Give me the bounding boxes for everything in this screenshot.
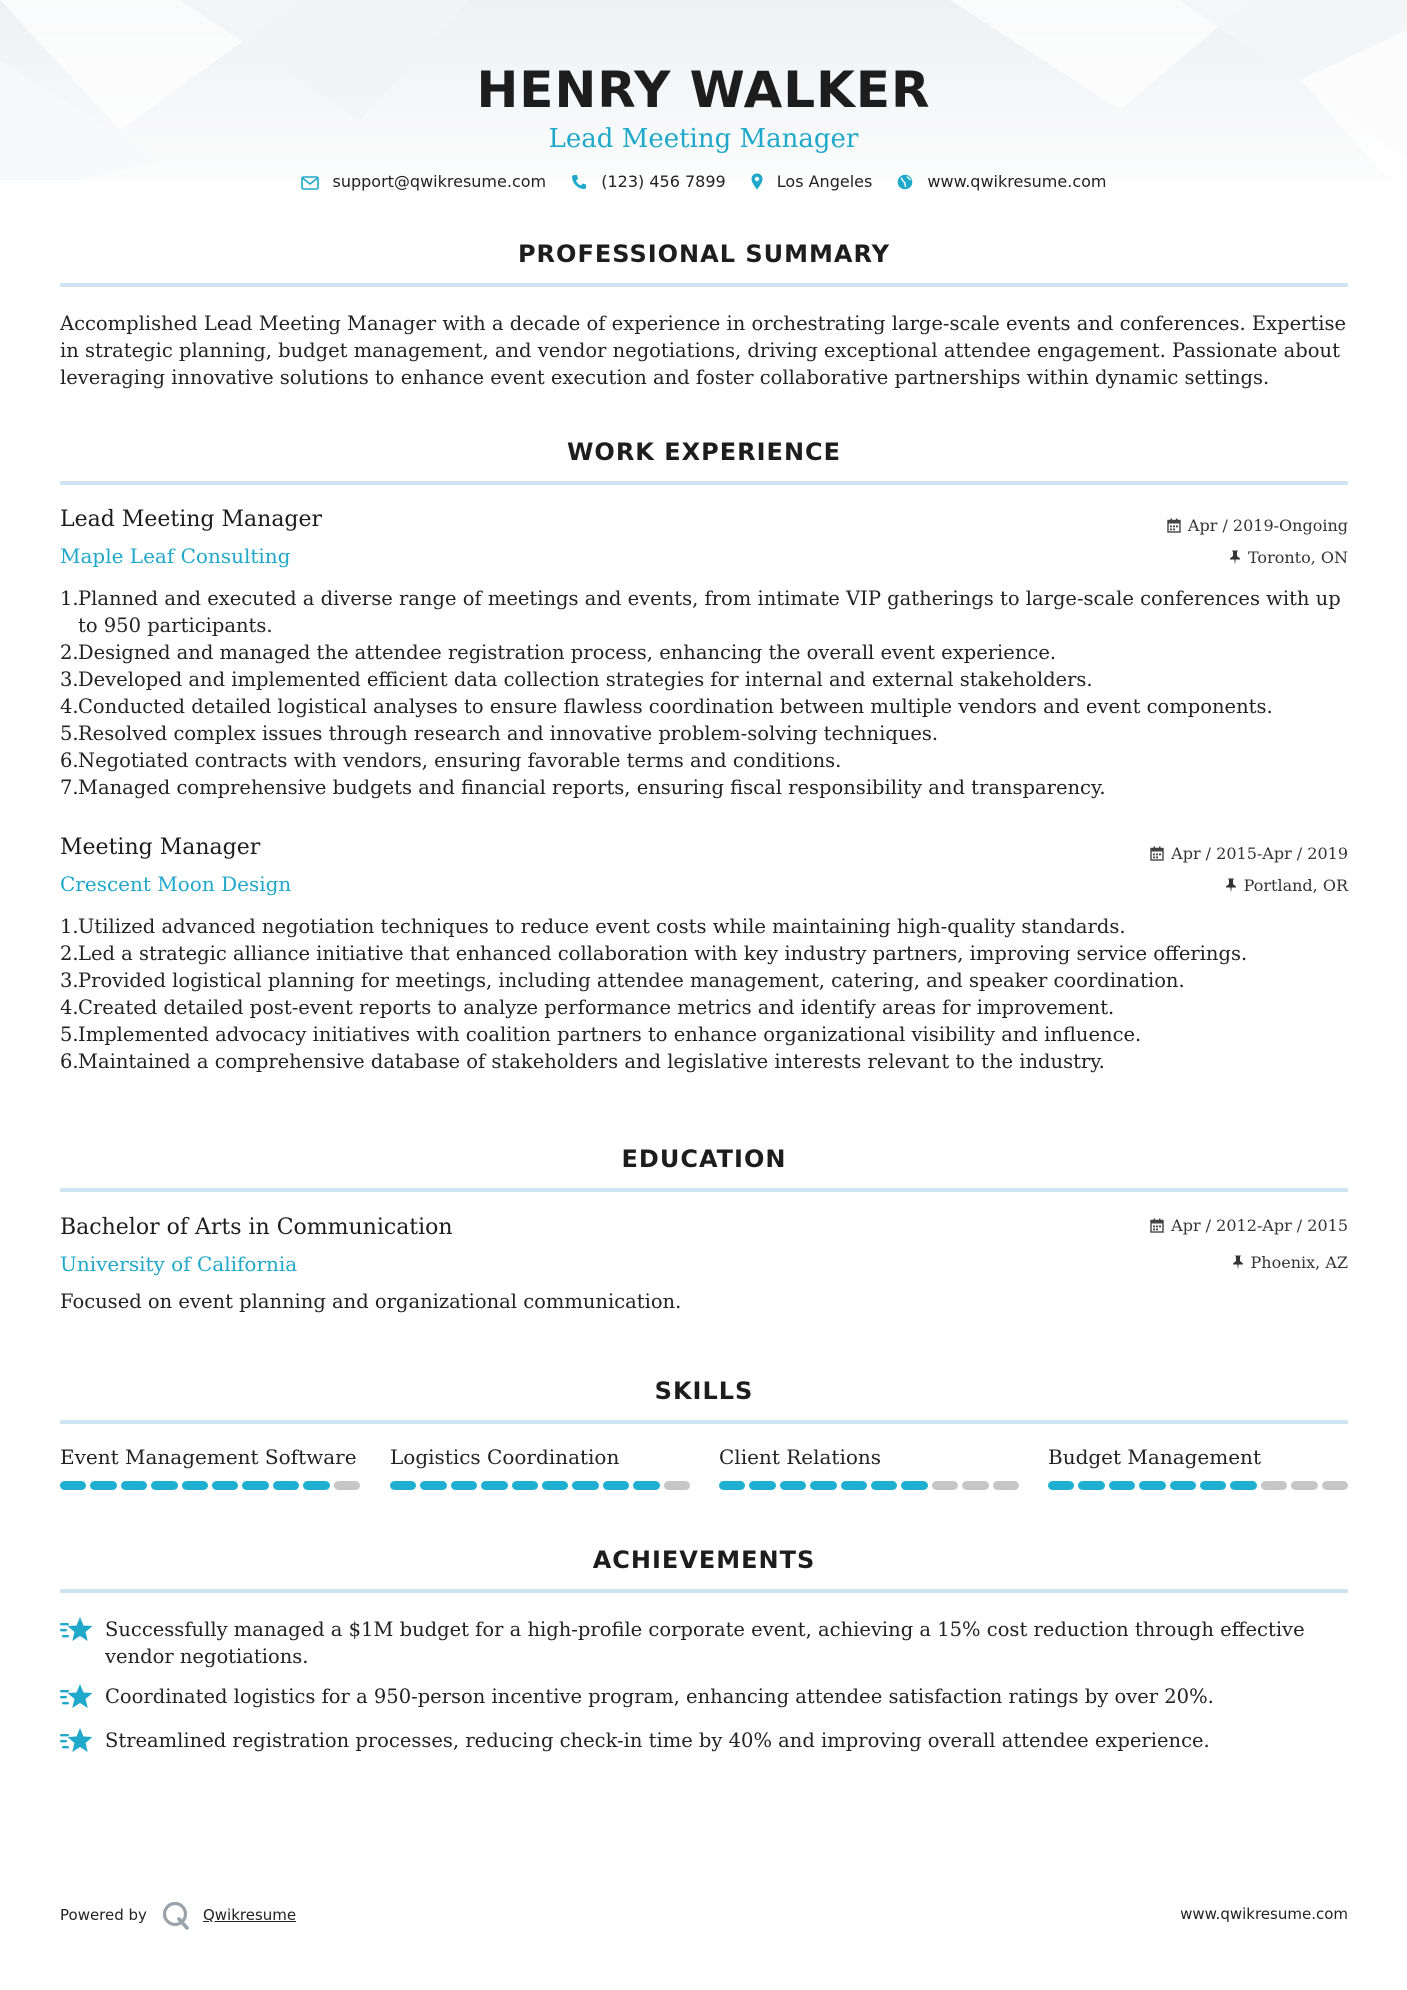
skill-segment-filled — [90, 1481, 116, 1490]
skills-divider — [60, 1420, 1348, 1424]
skill-name: Event Management Software — [60, 1445, 357, 1469]
list-item: 2. Designed and managed the attendee registration process, enhancing the overall event experience. — [60, 641, 1057, 664]
skill-segment-empty — [1291, 1481, 1317, 1490]
list-item: 4. Created detailed post-event reports to analyze performance metrics and identify areas for improvement. — [60, 996, 1115, 1019]
calendar-icon — [1150, 1218, 1164, 1233]
skill-segment-filled — [1230, 1481, 1256, 1490]
education-location — [1232, 1253, 1348, 1272]
star-award-icon — [60, 1616, 94, 1646]
summary-text: Accomplished Lead Meeting Manager with a decade of experience in orchestrating large-scale events and conferences. Expertise in strategic planning, budget management, and vendor negotiations, driving exceptional attendee engagement. Passionate about leveraging innovative solutions to enhance event execution and foster collaborative partnerships within dynamic settings. — [60, 312, 1347, 389]
list-item: 5. Implemented advocacy initiatives with coalition partners to enhance organizational visibility and influence. — [60, 1023, 1142, 1046]
job-location-text: Portland, OR — [1243, 876, 1348, 895]
skill-item — [719, 1445, 1019, 1490]
contact-bar — [0, 172, 1407, 191]
degree-title: Bachelor of Arts in Communication — [60, 1215, 453, 1240]
candidate-role: Lead Meeting Manager — [548, 124, 859, 154]
skill-segment-filled — [182, 1481, 208, 1490]
skill-segment-filled — [572, 1481, 598, 1490]
skill-segment-filled — [1139, 1481, 1165, 1490]
skill-segment-filled — [1170, 1481, 1196, 1490]
skill-segment-empty — [993, 1481, 1019, 1490]
resume-header — [0, 60, 1407, 156]
achievement-text: Coordinated logistics for a 950-person incentive program, enhancing attendee satisfaction ratings by over 20%. — [105, 1685, 1214, 1708]
skill-segment-filled — [273, 1481, 299, 1490]
education-location-text: Phoenix, AZ — [1250, 1253, 1348, 1272]
achievement-item — [60, 1616, 1350, 1670]
skill-segment-empty — [664, 1481, 690, 1490]
skill-segment-filled — [151, 1481, 177, 1490]
skill-segment-empty — [334, 1481, 360, 1490]
contact-website-text: www.qwikresume.com — [927, 172, 1107, 191]
experience-heading: WORK EXPERIENCE — [566, 438, 842, 466]
pushpin-icon — [1229, 550, 1241, 565]
achievement-item — [60, 1683, 1350, 1710]
skill-segment-filled — [1048, 1481, 1074, 1490]
candidate-name: HENRY WALKER — [476, 61, 931, 119]
skill-segment-filled — [719, 1481, 745, 1490]
skill-level-bar — [390, 1481, 690, 1490]
footer-powered-by — [60, 1900, 296, 1930]
phone-icon — [571, 174, 587, 190]
globe-icon — [897, 174, 913, 190]
summary-divider — [60, 283, 1348, 287]
achievements-divider — [60, 1589, 1348, 1593]
skill-segment-filled — [512, 1481, 538, 1490]
list-item: 6. Negotiated contracts with vendors, ensuring favorable terms and conditions. — [60, 749, 842, 772]
education-dates — [1150, 1216, 1348, 1235]
achievements-heading: ACHIEVEMENTS — [592, 1546, 816, 1574]
job-dates — [1150, 844, 1348, 863]
footer-website-link[interactable]: www.qwikresume.com — [1180, 1905, 1348, 1923]
skill-segment-filled — [780, 1481, 806, 1490]
achievement-text: Successfully managed a $1M budget for a high-profile corporate event, achieving a 15% cost reduction through effective vendor negotiations. — [105, 1618, 1305, 1668]
summary-heading: PROFESSIONAL SUMMARY — [517, 240, 891, 268]
skill-segment-filled — [633, 1481, 659, 1490]
job-title: Lead Meeting Manager — [60, 507, 323, 532]
skill-segment-empty — [1322, 1481, 1348, 1490]
skill-name: Client Relations — [719, 1445, 882, 1469]
skill-level-bar — [719, 1481, 1019, 1490]
job-location — [1229, 548, 1348, 567]
pushpin-icon — [1225, 878, 1237, 893]
skill-segment-filled — [603, 1481, 629, 1490]
list-item: 2. Led a strategic alliance initiative that enhanced collaboration with key industry partners, improving service offerings. — [60, 942, 1248, 965]
skill-segment-filled — [871, 1481, 897, 1490]
skill-level-bar — [1048, 1481, 1348, 1490]
skill-segment-empty — [932, 1481, 958, 1490]
experience-divider — [60, 481, 1348, 485]
map-pin-icon — [751, 173, 763, 190]
school-name: University of California — [60, 1252, 298, 1276]
contact-email-text: support@qwikresume.com — [332, 172, 547, 191]
skill-item — [1048, 1445, 1348, 1490]
skill-segment-filled — [121, 1481, 147, 1490]
skill-name: Logistics Coordination — [390, 1445, 620, 1469]
qwikresume-logo-icon — [161, 1900, 191, 1930]
skill-name: Budget Management — [1048, 1445, 1261, 1469]
skills-heading: SKILLS — [654, 1377, 754, 1405]
skill-segment-filled — [451, 1481, 477, 1490]
skill-item — [390, 1445, 690, 1490]
job-dates-text: Apr / 2019-Ongoing — [1187, 516, 1348, 535]
job-title: Meeting Manager — [60, 835, 261, 860]
job-responsibilities — [60, 913, 1350, 1075]
skill-segment-filled — [749, 1481, 775, 1490]
skill-item — [60, 1445, 360, 1490]
education-divider — [60, 1188, 1348, 1192]
contact-website[interactable] — [897, 172, 1106, 191]
list-item: 5. Resolved complex issues through research and innovative problem-solving techniques. — [60, 722, 939, 745]
skill-segment-filled — [901, 1481, 927, 1490]
list-item: 3. Developed and implemented efficient data collection strategies for internal and external stakeholders. — [60, 668, 1093, 691]
star-award-icon — [60, 1727, 94, 1757]
skill-segment-filled — [841, 1481, 867, 1490]
skill-segment-empty — [1261, 1481, 1287, 1490]
job-dates — [1167, 516, 1348, 535]
achievement-text: Streamlined registration processes, reducing check-in time by 40% and improving overall attendee experience. — [105, 1729, 1210, 1752]
company-name: Maple Leaf Consulting — [60, 544, 291, 568]
pushpin-icon — [1232, 1255, 1244, 1270]
envelope-icon — [301, 176, 319, 190]
list-item: 7. Managed comprehensive budgets and financial reports, ensuring fiscal responsibility and transparency. — [60, 776, 1106, 799]
skill-segment-filled — [810, 1481, 836, 1490]
job-location-text: Toronto, ON — [1248, 548, 1348, 567]
job-dates-text: Apr / 2015-Apr / 2019 — [1171, 844, 1348, 863]
star-award-icon — [60, 1683, 94, 1713]
skill-segment-filled — [542, 1481, 568, 1490]
list-item: 6. Maintained a comprehensive database of stakeholders and legislative interests relevant to the industry. — [60, 1050, 1105, 1073]
skill-segment-filled — [60, 1481, 86, 1490]
calendar-icon — [1150, 846, 1164, 861]
skill-level-bar — [60, 1481, 360, 1490]
company-name: Crescent Moon Design — [60, 872, 292, 896]
list-item: 4. Conducted detailed logistical analyses to ensure flawless coordination between multiple vendors and event components. — [60, 695, 1273, 718]
contact-phone[interactable] — [571, 172, 725, 191]
skill-segment-filled — [303, 1481, 329, 1490]
calendar-icon — [1167, 518, 1181, 533]
skill-segment-filled — [1200, 1481, 1226, 1490]
qwikresume-link[interactable]: Qwikresume — [202, 1906, 297, 1924]
education-heading: EDUCATION — [621, 1145, 787, 1173]
contact-email[interactable] — [301, 172, 547, 191]
education-dates-text: Apr / 2012-Apr / 2015 — [1171, 1216, 1348, 1235]
list-item: 1. Utilized advanced negotiation techniques to reduce event costs while maintaining high-quality standards. — [60, 915, 1126, 938]
contact-location — [751, 172, 873, 191]
skill-segment-filled — [212, 1481, 238, 1490]
education-description: Focused on event planning and organizational communication. — [60, 1290, 682, 1313]
contact-phone-text: (123) 456 7899 — [601, 172, 726, 191]
skill-segment-empty — [962, 1481, 988, 1490]
skill-segment-filled — [420, 1481, 446, 1490]
skill-segment-filled — [481, 1481, 507, 1490]
skill-segment-filled — [1078, 1481, 1104, 1490]
list-item: 3. Provided logistical planning for meetings, including attendee management, catering, and speaker coordination. — [60, 969, 1185, 992]
list-item: 1. Planned and executed a diverse range of meetings and events, from intimate VIP gatherings to large-scale conferences with up to 950 participants. — [60, 587, 1341, 637]
skill-segment-filled — [1109, 1481, 1135, 1490]
skill-segment-filled — [390, 1481, 416, 1490]
job-responsibilities — [60, 585, 1350, 801]
achievement-item — [60, 1727, 1350, 1754]
contact-location-text: Los Angeles — [776, 172, 873, 191]
skill-segment-filled — [242, 1481, 268, 1490]
job-location — [1225, 876, 1348, 895]
powered-by-label: Powered by — [60, 1906, 147, 1924]
